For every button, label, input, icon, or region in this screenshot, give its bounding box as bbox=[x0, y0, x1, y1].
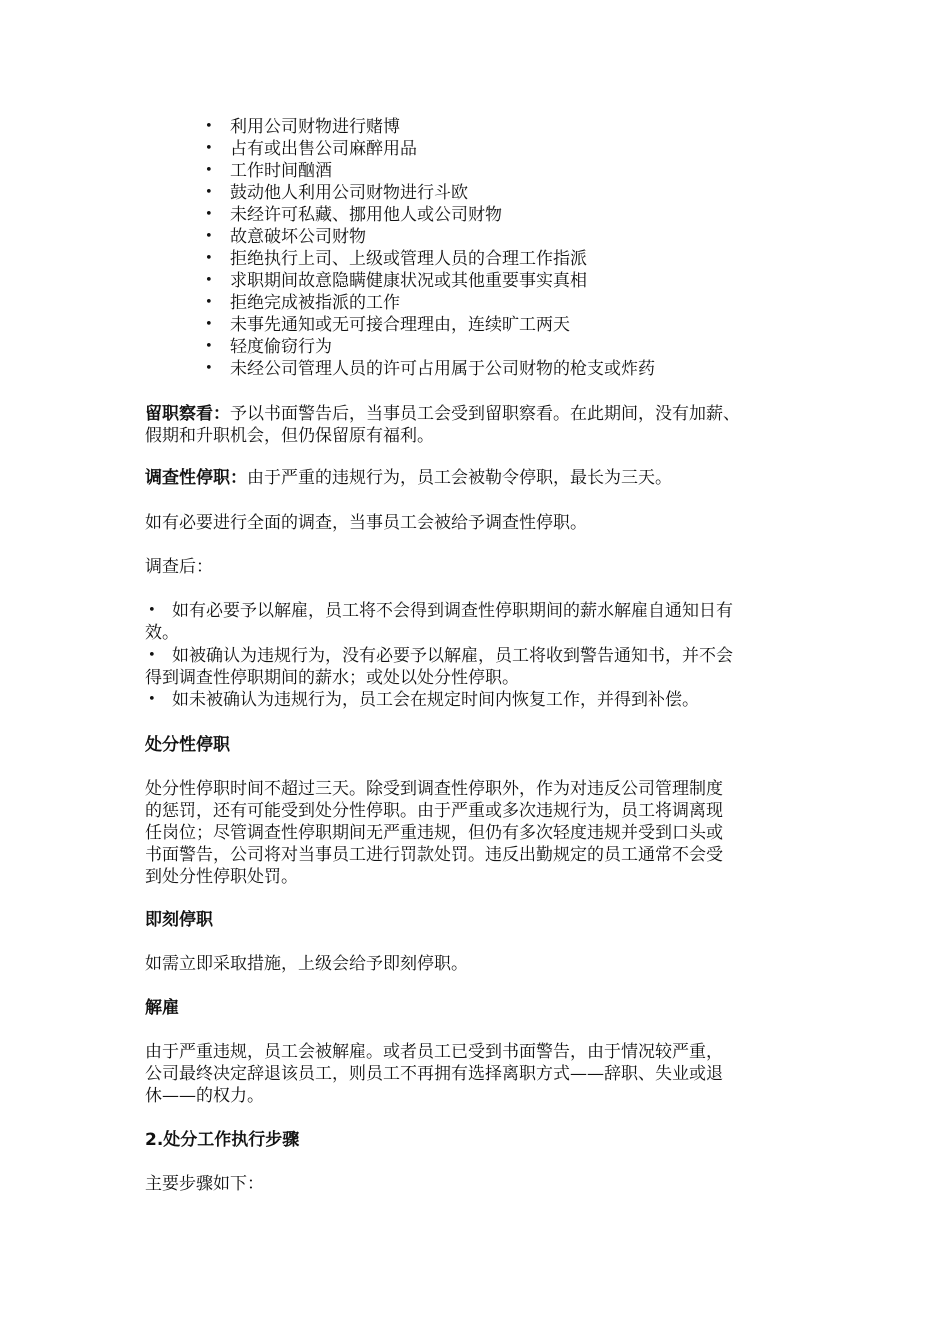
immediate-text: 如需立即采取措施，上级会给予即刻停职。 bbox=[145, 954, 468, 974]
bullet-icon: • bbox=[205, 207, 213, 222]
disciplinary-line: 处分性停职时间不超过三天。除受到调查性停职外，作为对违反公司管理制度 bbox=[145, 779, 723, 799]
list-item: 利用公司财物进行赌博 bbox=[230, 117, 400, 137]
dismissal-line: 公司最终决定辞退该员工，则员工不再拥有选择离职方式——辞职、失业或退 bbox=[145, 1064, 723, 1084]
disciplinary-line: 任岗位；尽管调查性停职期间无严重违规，但仍有多次轻度违规并受到口头或 bbox=[145, 823, 723, 843]
list-item: 故意破坏公司财物 bbox=[230, 227, 366, 247]
investigative-text: 由于严重的违规行为，员工会被勒令停职，最长为三天。 bbox=[247, 468, 672, 488]
after-item-line: 效。 bbox=[145, 623, 179, 643]
dismissal-line: 由于严重违规，员工会被解雇。或者员工已受到书面警告，由于情况较严重， bbox=[145, 1042, 723, 1062]
bullet-icon: • bbox=[205, 361, 213, 376]
list-item: 拒绝完成被指派的工作 bbox=[230, 293, 400, 313]
after-item-line: 得到调查性停职期间的薪水；或处以处分性停职。 bbox=[145, 668, 519, 688]
bullet-icon: • bbox=[205, 339, 213, 354]
bullet-icon: • bbox=[205, 295, 213, 310]
immediate-heading: 即刻停职 bbox=[145, 910, 213, 930]
probation-label: 留职察看： bbox=[145, 404, 230, 424]
list-item: 工作时间酗酒 bbox=[230, 161, 332, 181]
list-item: 鼓动他人利用公司财物进行斗欧 bbox=[230, 183, 468, 203]
disciplinary-heading: 处分性停职 bbox=[145, 735, 230, 755]
bullet-icon: • bbox=[148, 692, 156, 707]
bullet-icon: • bbox=[148, 603, 156, 618]
list-item: 未经许可私藏、挪用他人或公司财物 bbox=[230, 205, 502, 225]
investigative-paragraph bbox=[145, 467, 672, 489]
disciplinary-line: 的惩罚，还有可能受到处分性停职。由于严重或多次违规行为，员工将调离现 bbox=[145, 801, 723, 821]
bullet-icon: • bbox=[205, 185, 213, 200]
list-item: 未事先通知或无可接合理理由，连续旷工两天 bbox=[230, 315, 570, 335]
investigative-label: 调查性停职： bbox=[145, 468, 247, 488]
after-item-line: 如未被确认为违规行为，员工会在规定时间内恢复工作，并得到补偿。 bbox=[172, 690, 699, 710]
disciplinary-line: 书面警告，公司将对当事员工进行罚款处罚。违反出勤规定的员工通常不会受 bbox=[145, 845, 723, 865]
list-item: 拒绝执行上司、上级或管理人员的合理工作指派 bbox=[230, 249, 587, 269]
full-investigation-paragraph: 如有必要进行全面的调查，当事员工会被给予调查性停职。 bbox=[145, 513, 587, 533]
probation-text-line2: 假期和升职机会，但仍保留原有福利。 bbox=[145, 426, 434, 446]
bullet-icon: • bbox=[205, 119, 213, 134]
probation-text-line1: 予以书面警告后，当事员工会受到留职察看。在此期间，没有加薪、 bbox=[230, 404, 740, 424]
disciplinary-line: 到处分性停职处罚。 bbox=[145, 867, 298, 887]
dismissal-line: 休——的权力。 bbox=[145, 1086, 264, 1106]
bullet-icon: • bbox=[205, 141, 213, 156]
dismissal-heading: 解雇 bbox=[145, 998, 179, 1018]
bullet-icon: • bbox=[205, 251, 213, 266]
section2-heading: 2.处分工作执行步骤 bbox=[145, 1130, 300, 1150]
after-investigation-label: 调查后： bbox=[145, 557, 213, 577]
list-item: 占有或出售公司麻醉用品 bbox=[230, 139, 417, 159]
bullet-icon: • bbox=[148, 648, 156, 663]
bullet-icon: • bbox=[205, 273, 213, 288]
list-item: 未经公司管理人员的许可占用属于公司财物的枪支或炸药 bbox=[230, 359, 655, 379]
bullet-icon: • bbox=[205, 163, 213, 178]
after-item-line: 如有必要予以解雇，员工将不会得到调查性停职期间的薪水解雇自通知日有 bbox=[172, 601, 733, 621]
section2-text: 主要步骤如下： bbox=[145, 1174, 264, 1194]
bullet-icon: • bbox=[205, 317, 213, 332]
after-item-line: 如被确认为违规行为，没有必要予以解雇，员工将收到警告通知书，并不会 bbox=[172, 646, 733, 666]
bullet-icon: • bbox=[205, 229, 213, 244]
list-item: 求职期间故意隐瞒健康状况或其他重要事实真相 bbox=[230, 271, 587, 291]
list-item: 轻度偷窃行为 bbox=[230, 337, 332, 357]
